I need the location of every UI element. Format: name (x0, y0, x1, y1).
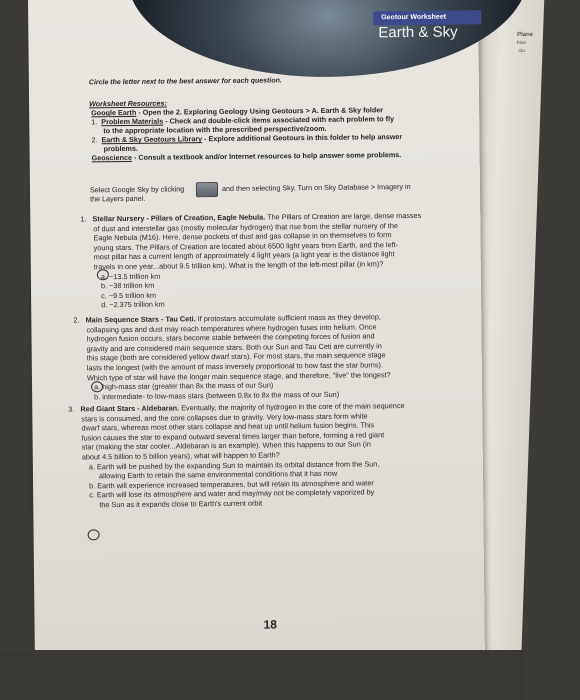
q1-option-d: d. ~2.375 trillion km (101, 299, 165, 310)
resources-heading: Worksheet Resources: (89, 98, 167, 109)
side-page-text-2: blue (516, 40, 527, 46)
question-2: 2. Main Sequence Stars - Tau Ceti. If protostars accumulate sufficient mass as they develop, collapsing gas and dust may reach temperatures where hydrogen fuses into helium. Once hydrogen fusion occurs, stars become stable between the competing forces of fusion and gravity and are considered main sequence stars. Both our Sun and Tau Ceti are currently in this stage (both are considered yellow dwarf stars). For most stars, the main sequence stage lasts the longest (with the amount of mass inversely proportional to how fast the star burns). Which type of star will have the longer main sequence stage, and therefore, "live" the longest? a. high-mass star (greater than 8x the mass of our Sun) b. intermediate- to low-mass stars (between 0.8x to 8x the mass of our Sun) (73, 312, 391, 402)
answer-circle-q2 (91, 381, 103, 392)
answer-circle-q3 (88, 529, 100, 540)
resource-google-earth: Google Earth - Open the 2. Exploring Geology Using Geotours > A. Earth & Sky folder (91, 105, 384, 118)
resource-item-1-line2: to the appropriate location with the prescribed perspective/zoom. (103, 123, 327, 136)
instruction-text: Circle the letter next to the best answer for each question. (88, 77, 282, 87)
resource-item-1: 1. Problem Materials - Check and double-click items associated with each problem to fly (91, 114, 395, 127)
resource-item-2: 2. Earth & Sky Geotours Library - Explore additional Geotours in this folder to help answer (91, 132, 403, 145)
q2-option-a: a. high-mass star (greater than 8x the mass of our Sun) (94, 380, 274, 392)
question-3: 3. Red Giant Stars - Aldebaran. Eventually, the majority of hydrogen in the core of the main sequence stars is consumed, and the core collapses due to gravity. Very low-mass stars form white dwarf stars, whereas most other stars collapse and heat up until helium fusion begins. This fusion causes the star to expand outward several times larger than before, forming a red giant star (making the star cooler...Aldebaran is an example). When this happens to our Sun (in about 4.5 billion to 5 billion years), what will happen to Earth? a. Earth will be pushed by the expanding Sun to maintain its orbital distance from the Sun, allowing Earth to retain the same environmental conditions that it has now b. Earth will experience increased temperatures, but will retain its atmosphere and water c. Earth will lose its atmosphere and water and may/may not be completely vaporized by the Sun as it expands close to Earth's current orbit (68, 401, 405, 510)
q1-option-a: a. ~13.5 trillion km (100, 271, 161, 281)
header-title: Earth & Sky (378, 23, 458, 42)
q3-option-c: c. Earth will lose its atmosphere and water and may/may not be completely vaporized by (89, 487, 375, 500)
worksheet-page (28, 0, 485, 700)
resource-geoscience: Geoscience - Consult a textbook and/or Internet resources to help answer some problems. (91, 150, 402, 163)
q3-option-a: a. Earth will be pushed by the expanding Sun to maintain its orbital distance from the Sun, (88, 458, 380, 471)
header-tag: Geotour Worksheet (373, 10, 481, 25)
question-1: 1. Stellar Nursery - Pillars of Creation, Eagle Nebula. The Pillars of Creation are large, dense masses of dust and interstellar gas (mostly molecular hydrogen) that rise from the stellar nursery of the Eagle Nebula (M16). Here, dense pockets of dust and gas collapse in on themselves to form young stars. The Pillars of Creation are located about 6500 light years from Earth, and the left- most pillar has a current length of approximately 4 light years (a light year is the distance light travels in one year...about 9.5 trillion km). What is the length of the left-most pillar (in km)? a. ~13.5 trillion km b. ~38 trillion km c. ~9.5 trillion km d. ~2.375 trillion km (80, 210, 422, 310)
layers-panel-text: the Layers panel. (90, 193, 146, 204)
select-google-sky-text: Select Google Sky by clicking (89, 184, 185, 195)
google-sky-button-icon (196, 182, 218, 197)
resource-item-2-line2: problems. (103, 143, 138, 154)
q1-option-c: c. ~9.5 trillion km (101, 290, 157, 301)
select-sky-text: and then selecting Sky. Turn on Sky Database > Imagery in (221, 182, 411, 193)
q1-option-b: b. ~38 trillion km (100, 280, 155, 291)
page-number: 18 (263, 617, 277, 632)
side-page-text-3: stu (518, 48, 526, 54)
answer-circle-q1 (97, 269, 109, 280)
q2-option-b: b. intermediate- to low-mass stars (between 0.8x to 8x the mass of our Sun) (94, 389, 340, 402)
background-bottom (0, 650, 525, 700)
side-page-text-1: Plane (516, 32, 534, 38)
q3-option-b: b. Earth will experience increased temperatures, but will retain its atmosphere and water (89, 478, 374, 491)
